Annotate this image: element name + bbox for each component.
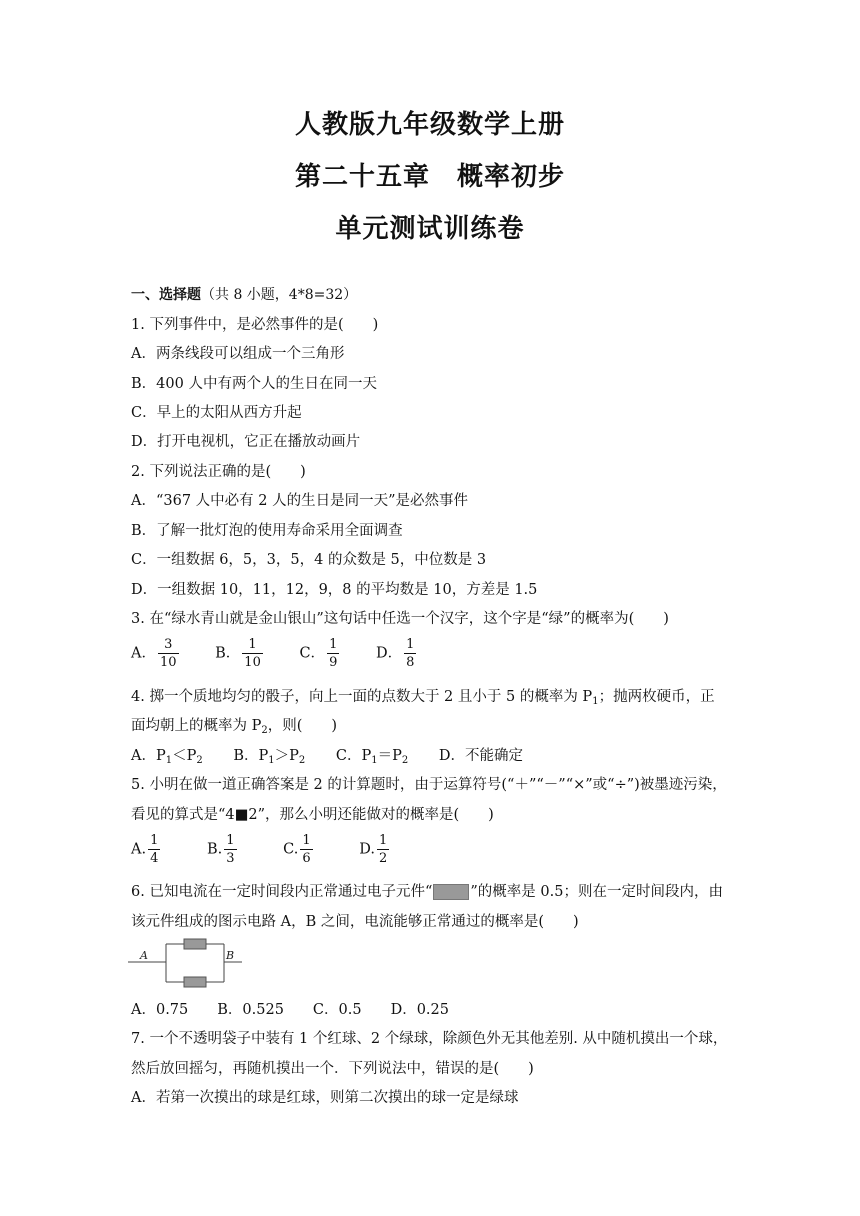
- option-text: A．P: [131, 748, 166, 764]
- numerator: 1: [406, 637, 415, 652]
- numerator: 1: [302, 833, 311, 848]
- option-label: A.: [131, 841, 147, 858]
- q1-option-a: A．两条线段可以组成一个三角形: [131, 346, 345, 362]
- option-text: C．P: [335, 748, 372, 764]
- electronic-element-icon: [433, 884, 469, 900]
- q3-option-b-fraction: [242, 636, 263, 671]
- q1-option-d: D．打开电视机，它正在播放动画片: [131, 434, 361, 450]
- subscript: 2: [401, 755, 409, 766]
- q5-option-c: [283, 832, 314, 867]
- q3-option-a-fraction: [158, 636, 179, 671]
- q5-option-d-fraction: [377, 832, 389, 867]
- denominator: 2: [378, 851, 388, 866]
- q5-option-b-fraction: [224, 832, 236, 867]
- q3-options: [131, 636, 418, 671]
- circuit-element-top: [184, 939, 206, 949]
- q2-stem: 2. 下列说法正确的是( ): [131, 464, 306, 480]
- q4-stem-tail: ，则( ): [267, 718, 338, 734]
- q5-option-c-fraction: [300, 832, 312, 867]
- q4-options: [131, 744, 523, 766]
- subscript: 1: [268, 755, 275, 766]
- q6-options: A．0.75 B．0.525 C．0.5 D．0.25: [131, 1002, 449, 1018]
- q3-option-d-fraction: [404, 636, 416, 671]
- denominator: 10: [159, 655, 177, 670]
- q2-option-c: C．一组数据 6，5，3，5，4 的众数是 5，中位数是 3: [131, 552, 487, 568]
- denominator: 10: [244, 655, 261, 670]
- denominator: 4: [150, 851, 159, 866]
- q5-options: [131, 832, 391, 867]
- q4-stem-tail: ；抛两枚硬币，正: [598, 689, 715, 705]
- numerator: 1: [242, 636, 263, 654]
- circuit-label-b: B: [226, 949, 235, 962]
- q4-stem-line1: [131, 685, 715, 707]
- option-text: ＝P: [377, 748, 402, 764]
- q7-stem-line2: 然后放回摇匀，再随机摸出一个．下列说法中，错误的是( ): [131, 1061, 534, 1077]
- denominator: 6: [302, 851, 311, 866]
- q4-option-d: D．不能确定: [438, 748, 524, 764]
- q6-stem-line2: 该元件组成的图示电路 A，B 之间，电流能够正常通过的概率是( ): [131, 914, 579, 930]
- q3-option-b-label: B．: [215, 645, 241, 662]
- q3-option-d-label: D．: [375, 645, 403, 662]
- q5-stem-line2: 看见的算式是“4■2”，那么小明还能做对的概率是( ): [131, 807, 494, 823]
- option-text: B．P: [233, 748, 269, 764]
- document-title: 人教版九年级数学上册: [294, 110, 565, 140]
- q2-option-b: B．了解一批灯泡的使用寿命采用全面调查: [131, 523, 403, 539]
- q1-stem: 1. 下列事件中，是必然事件的是( ): [131, 317, 379, 333]
- option-label: D.: [359, 841, 375, 858]
- subscript: 2: [196, 755, 203, 766]
- section-heading: [131, 284, 357, 304]
- q4-option-a: [131, 744, 203, 766]
- circuit-element-bottom: [184, 977, 206, 987]
- q6-stem-text: ”的概率是 0.5；则在一定时间段内，由: [470, 884, 723, 900]
- q4-option-c: [336, 744, 408, 766]
- q5-option-a: [131, 832, 162, 867]
- q5-option-b: [207, 832, 239, 867]
- numerator: 1: [329, 637, 338, 652]
- circuit-label-a: A: [140, 949, 148, 962]
- option-text: ＜P: [172, 748, 197, 764]
- numerator: 1: [378, 833, 388, 848]
- q7-option-a: A．若第一次摸出的球是红球，则第二次摸出的球一定是绿球: [131, 1090, 519, 1106]
- denominator: 9: [329, 655, 338, 670]
- q3-option-b: [215, 636, 265, 671]
- q4-stem-text: 4. 掷一个质地均匀的骰子，向上一面的点数大于 2 且小于 5 的概率为 P: [131, 689, 593, 705]
- numerator: 1: [150, 833, 159, 848]
- q3-option-c-label: C．: [299, 645, 326, 662]
- q3-option-a-label: A．: [131, 645, 156, 662]
- subscript: 2: [298, 755, 306, 766]
- parallel-circuit-diagram: [128, 936, 244, 992]
- q4-option-b: [233, 744, 305, 766]
- option-label: C.: [283, 841, 299, 858]
- q3-option-c: [299, 636, 341, 671]
- q2-option-d: D．一组数据 10，11，12，9，8 的平均数是 10，方差是 1.5: [131, 582, 538, 598]
- q1-option-b: B．400 人中有两个人的生日在同一天: [131, 376, 377, 392]
- subscript: 1: [371, 755, 378, 766]
- numerator: 3: [158, 636, 179, 654]
- q3-option-a: [131, 636, 181, 671]
- q3-option-d: [376, 636, 418, 671]
- subscript: 2: [261, 725, 268, 736]
- subscript: 1: [592, 696, 599, 707]
- q3-stem: 3. 在“绿水青山就是金山银山”这句话中任选一个汉字，这个字是“绿”的概率为( ): [131, 611, 669, 627]
- q4-stem-line2: [131, 714, 337, 736]
- subscript: 1: [165, 755, 173, 766]
- q5-option-d: [359, 832, 391, 867]
- denominator: 3: [226, 851, 235, 866]
- option-text: ＞P: [274, 748, 299, 764]
- chapter-title: 第二十五章 概率初步: [294, 162, 565, 192]
- option-label: B.: [206, 841, 223, 858]
- q2-option-a: A．“367 人中必有 2 人的生日是同一天”是必然事件: [131, 493, 469, 509]
- numerator: 1: [226, 833, 235, 848]
- q4-stem-text: 面均朝上的概率为 P: [131, 718, 262, 734]
- q6-stem-line1: [131, 880, 723, 901]
- q3-option-c-fraction: [327, 636, 339, 671]
- test-title: 单元测试训练卷: [335, 214, 525, 244]
- q1-option-c: C．早上的太阳从西方升起: [131, 405, 302, 421]
- q5-stem-line1: 5. 小明在做一道正确答案是 2 的计算题时，由于运算符号(“＋”“－”“×”或“÷”)被墨迹污染，: [131, 777, 727, 793]
- section-heading-bold: 一、选择题: [131, 287, 201, 303]
- q7-stem-line1: 7. 一个不透明袋子中装有 1 个红球、2 个绿球，除颜色外无其他差别. 从中随机摸出一个球，: [131, 1031, 728, 1047]
- q6-stem-text: 6. 已知电流在一定时间段内正常通过电子元件“: [131, 884, 433, 900]
- section-heading-note: （共 8 小题，4*8=32）: [201, 287, 358, 303]
- denominator: 8: [406, 655, 415, 670]
- q5-option-a-fraction: [148, 832, 160, 867]
